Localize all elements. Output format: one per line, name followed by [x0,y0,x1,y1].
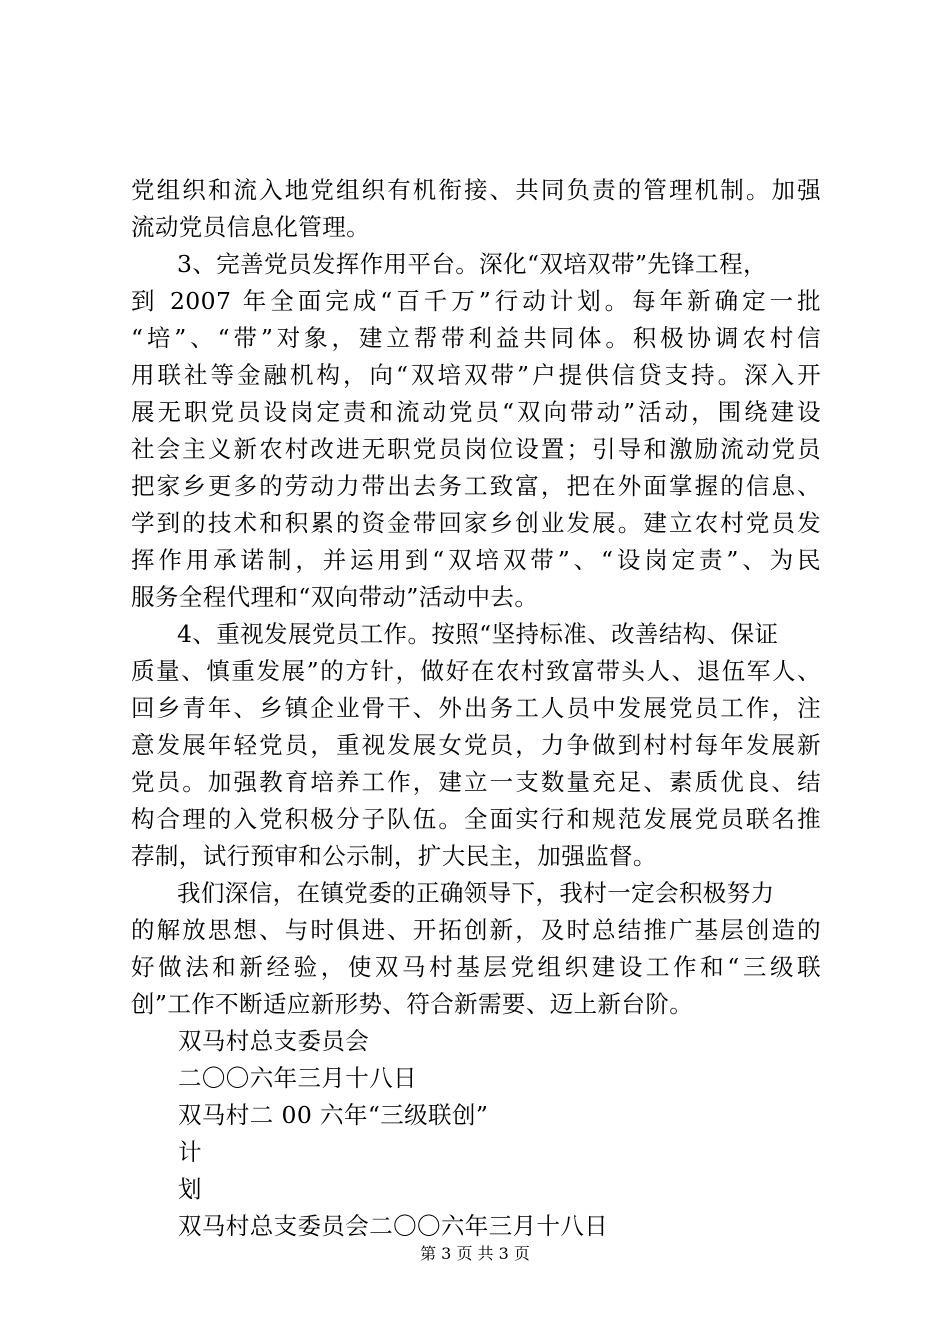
text-line: 服务全程代理和“双向带动”活动中去。 [131,583,539,611]
document-body [131,172,821,1245]
signature-combined: 双马村总支委员会二〇〇六年三月十八日 [178,1212,609,1240]
text-line: 质量、慎重发展”的方针，做好在农村致富带头人、退伍军人、 [131,657,821,685]
text-line: “培”、“带”对象，建立帮带利益共同体。积极协调农村信 [131,324,821,352]
text-line: 到 2007 年全面完成“百千万”行动计划。每年新确定一批 [131,287,821,315]
plan-title-char: 划 [178,1175,202,1203]
plan-title: 双马村二 00 六年“三级联创” [178,1101,489,1129]
text-line: 党员。加强教育培养工作，建立一支数量充足、素质优良、结 [131,768,821,796]
plan-title-char: 计 [178,1138,202,1166]
paragraph-4-start: 4、重视发展党员工作。按照“坚持标准、改善结构、保证 [177,620,779,648]
text-line: 荐制，试行预审和公示制，扩大民主，加强监督。 [131,842,657,870]
text-line: 流动党员信息化管理。 [131,213,370,241]
text-line: 创”工作不断适应新形势、符合新需要、迈上新台阶。 [131,990,694,1018]
signature-date: 二〇〇六年三月十八日 [178,1064,417,1092]
closing-paragraph-start: 我们深信，在镇党委的正确领导下，我村一定会积极努力 [177,879,775,907]
text-line: 构合理的入党积极分子队伍。全面实行和规范发展党员联名推 [131,805,821,833]
page-footer: 第 3 页 共 3 页 [420,1244,530,1263]
text-line: 党组织和流入地党组织有机衔接、共同负责的管理机制。加强 [131,176,821,204]
text-line: 学到的技术和积累的资金带回家乡创业发展。建立农村党员发 [131,509,821,537]
text-line: 社会主义新农村改进无职党员岗位设置；引导和激励流动党员 [131,435,821,463]
text-line: 好做法和新经验，使双马村基层党组织建设工作和“三级联 [131,953,821,981]
text-line: 把家乡更多的劳动力带出去务工致富，把在外面掌握的信息、 [131,472,821,500]
text-line: 用联社等金融机构，向“双培双带”户提供信贷支持。深入开 [131,361,821,389]
paragraph-3-start: 3、完善党员发挥作用平台。深化“双培双带”先锋工程， [177,250,767,278]
text-line: 回乡青年、乡镇企业骨干、外出务工人员中发展党员工作，注 [131,694,821,722]
text-line: 展无职党员设岗定责和流动党员“双向带动”活动，围绕建设 [131,398,821,426]
text-line: 的解放思想、与时俱进、开拓创新，及时总结推广基层创造的 [131,916,821,944]
text-line: 意发展年轻党员，重视发展女党员，力争做到村村每年发展新 [131,731,821,759]
text-line: 挥作用承诺制，并运用到“双培双带”、“设岗定责”、为民 [131,546,821,574]
signature-organization: 双马村总支委员会 [178,1027,370,1055]
